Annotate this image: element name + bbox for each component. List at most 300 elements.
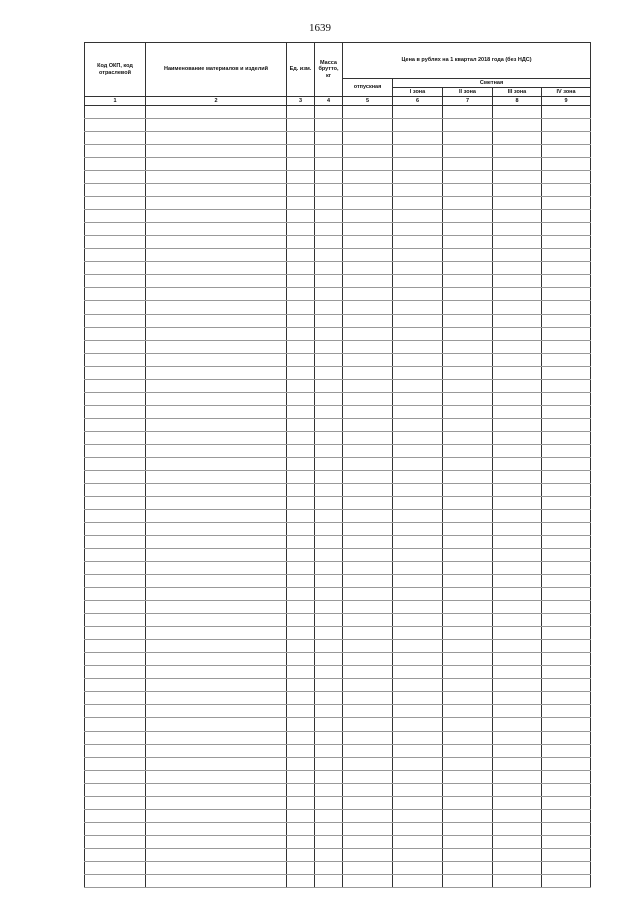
table-cell [85, 627, 146, 640]
table-row [85, 861, 591, 874]
table-cell [343, 210, 393, 223]
table-cell [146, 379, 287, 392]
table-cell [287, 392, 315, 405]
table-cell [443, 562, 493, 575]
table-cell [443, 679, 493, 692]
table-cell [493, 523, 542, 536]
table-cell [542, 353, 591, 366]
table-cell [443, 327, 493, 340]
table-row [85, 314, 591, 327]
table-cell [146, 718, 287, 731]
table-cell [85, 483, 146, 496]
table-cell [315, 549, 343, 562]
table-cell [287, 536, 315, 549]
table-cell [343, 809, 393, 822]
table-cell [85, 366, 146, 379]
table-cell [146, 783, 287, 796]
table-cell [85, 744, 146, 757]
table-cell [85, 640, 146, 653]
table-cell [393, 431, 443, 444]
table-cell [493, 744, 542, 757]
table-cell [493, 106, 542, 119]
table-cell [343, 444, 393, 457]
table-cell [287, 575, 315, 588]
table-cell [542, 184, 591, 197]
table-cell [287, 366, 315, 379]
table-cell [287, 210, 315, 223]
column-number: 7 [443, 97, 493, 106]
table-cell [443, 822, 493, 835]
table-cell [146, 249, 287, 262]
table-row [85, 418, 591, 431]
table-cell [315, 822, 343, 835]
table-cell [443, 575, 493, 588]
table-cell [542, 848, 591, 861]
table-cell [85, 314, 146, 327]
table-cell [393, 223, 443, 236]
table-cell [493, 796, 542, 809]
col-zone-4-header: IV зона [542, 88, 591, 97]
table-cell [287, 523, 315, 536]
table-cell [542, 457, 591, 470]
table-cell [493, 549, 542, 562]
table-cell [85, 418, 146, 431]
table-cell [542, 640, 591, 653]
table-cell [542, 392, 591, 405]
table-cell [287, 835, 315, 848]
table-cell [343, 509, 393, 522]
table-cell [146, 640, 287, 653]
table-cell [493, 627, 542, 640]
table-cell [146, 679, 287, 692]
table-cell [343, 653, 393, 666]
table-cell [493, 249, 542, 262]
table-cell [146, 666, 287, 679]
table-cell [542, 223, 591, 236]
table-cell [146, 340, 287, 353]
col-name-header: Наименование материалов и изделий [146, 43, 287, 97]
table-cell [493, 470, 542, 483]
table-cell [85, 405, 146, 418]
table-cell [493, 731, 542, 744]
table-cell [343, 523, 393, 536]
table-row [85, 145, 591, 158]
table-cell [393, 874, 443, 887]
table-cell [443, 210, 493, 223]
table-cell [493, 288, 542, 301]
table-cell [315, 874, 343, 887]
table-cell [393, 835, 443, 848]
table-cell [315, 457, 343, 470]
table-cell [315, 366, 343, 379]
table-cell [287, 809, 315, 822]
table-cell [542, 145, 591, 158]
table-cell [146, 145, 287, 158]
table-cell [287, 744, 315, 757]
table-row [85, 718, 591, 731]
table-cell [85, 523, 146, 536]
table-cell [443, 314, 493, 327]
table-row [85, 275, 591, 288]
table-cell [542, 679, 591, 692]
table-cell [146, 549, 287, 562]
table-cell [85, 327, 146, 340]
table-cell [493, 158, 542, 171]
table-cell [85, 861, 146, 874]
table-row [85, 509, 591, 522]
table-cell [542, 132, 591, 145]
table-cell [343, 770, 393, 783]
table-cell [287, 249, 315, 262]
table-cell [542, 197, 591, 210]
table-row [85, 653, 591, 666]
table-cell [542, 718, 591, 731]
table-cell [443, 353, 493, 366]
table-row [85, 575, 591, 588]
table-cell [493, 496, 542, 509]
table-cell [443, 509, 493, 522]
table-cell [542, 496, 591, 509]
table-cell [393, 861, 443, 874]
table-row [85, 666, 591, 679]
table-cell [287, 314, 315, 327]
column-number: 8 [493, 97, 542, 106]
table-cell [393, 575, 443, 588]
table-cell [443, 588, 493, 601]
table-cell [146, 536, 287, 549]
table-cell [443, 848, 493, 861]
table-cell [443, 496, 493, 509]
table-cell [287, 262, 315, 275]
table-cell [315, 314, 343, 327]
table-cell [393, 796, 443, 809]
table-cell [493, 692, 542, 705]
table-cell [85, 457, 146, 470]
table-cell [146, 496, 287, 509]
table-cell [443, 783, 493, 796]
table-cell [542, 562, 591, 575]
table-cell [493, 379, 542, 392]
table-cell [393, 483, 443, 496]
table-cell [393, 809, 443, 822]
table-row [85, 392, 591, 405]
table-cell [85, 874, 146, 887]
table-cell [85, 796, 146, 809]
col-release-price-header: отпускная [343, 79, 393, 97]
table-cell [85, 392, 146, 405]
table-cell [287, 236, 315, 249]
table-cell [287, 145, 315, 158]
table-cell [315, 444, 343, 457]
table-row [85, 379, 591, 392]
table-row [85, 744, 591, 757]
table-cell [443, 653, 493, 666]
table-cell [146, 705, 287, 718]
table-cell [287, 692, 315, 705]
table-cell [146, 275, 287, 288]
table-cell [315, 418, 343, 431]
table-cell [343, 744, 393, 757]
table-cell [287, 184, 315, 197]
table-cell [443, 145, 493, 158]
table-cell [287, 431, 315, 444]
table-cell [393, 523, 443, 536]
table-cell [85, 340, 146, 353]
table-cell [542, 666, 591, 679]
table-cell [85, 536, 146, 549]
table-cell [493, 848, 542, 861]
table-cell [85, 171, 146, 184]
table-cell [287, 783, 315, 796]
table-cell [287, 509, 315, 522]
table-cell [146, 301, 287, 314]
table-cell [146, 523, 287, 536]
table-cell [343, 145, 393, 158]
table-cell [393, 822, 443, 835]
table-cell [542, 627, 591, 640]
table-row [85, 809, 591, 822]
table-cell [287, 562, 315, 575]
table-cell [493, 457, 542, 470]
table-cell [542, 692, 591, 705]
table-cell [393, 379, 443, 392]
table-cell [287, 640, 315, 653]
table-cell [493, 809, 542, 822]
table-cell [146, 731, 287, 744]
table-cell [443, 444, 493, 457]
table-cell [493, 431, 542, 444]
table-cell [542, 549, 591, 562]
table-cell [542, 314, 591, 327]
table-cell [542, 731, 591, 744]
table-cell [85, 236, 146, 249]
table-row [85, 132, 591, 145]
table-cell [493, 822, 542, 835]
table-cell [343, 236, 393, 249]
table-cell [315, 796, 343, 809]
table-row [85, 822, 591, 835]
table-cell [393, 588, 443, 601]
table-cell [343, 588, 393, 601]
table-cell [146, 171, 287, 184]
table-cell [85, 692, 146, 705]
table-cell [393, 496, 443, 509]
table-cell [542, 822, 591, 835]
table-cell [443, 301, 493, 314]
table-cell [343, 405, 393, 418]
table-cell [85, 145, 146, 158]
table-cell [393, 119, 443, 132]
table-cell [287, 822, 315, 835]
table-cell [146, 575, 287, 588]
table-cell [315, 757, 343, 770]
table-cell [315, 679, 343, 692]
table-cell [287, 158, 315, 171]
table-cell [493, 184, 542, 197]
table-cell [315, 770, 343, 783]
table-cell [146, 288, 287, 301]
table-cell [443, 861, 493, 874]
table-cell [493, 783, 542, 796]
table-cell [287, 444, 315, 457]
table-cell [146, 119, 287, 132]
table-cell [493, 601, 542, 614]
table-cell [287, 483, 315, 496]
col-zone-2-header: II зона [443, 88, 493, 97]
table-cell [315, 249, 343, 262]
table-cell [146, 614, 287, 627]
table-cell [146, 236, 287, 249]
table-cell [443, 340, 493, 353]
table-cell [393, 262, 443, 275]
table-cell [146, 353, 287, 366]
table-cell [343, 536, 393, 549]
table-row [85, 223, 591, 236]
table-cell [493, 614, 542, 627]
table-cell [393, 744, 443, 757]
table-cell [287, 327, 315, 340]
table-cell [315, 692, 343, 705]
table-cell [542, 366, 591, 379]
table-cell [287, 796, 315, 809]
table-cell [315, 171, 343, 184]
table-cell [343, 119, 393, 132]
table-cell [393, 392, 443, 405]
table-cell [542, 275, 591, 288]
table-cell [393, 718, 443, 731]
table-cell [146, 405, 287, 418]
table-row [85, 262, 591, 275]
column-number: 6 [393, 97, 443, 106]
table-cell [443, 809, 493, 822]
table-cell [343, 874, 393, 887]
table-cell [315, 483, 343, 496]
table-cell [493, 483, 542, 496]
table-cell [443, 470, 493, 483]
table-cell [287, 601, 315, 614]
table-cell [542, 106, 591, 119]
table-cell [542, 431, 591, 444]
table-cell [287, 119, 315, 132]
table-cell [493, 509, 542, 522]
table-row [85, 588, 591, 601]
col-code-header: Код ОКП, код отраслевой [85, 43, 146, 97]
table-cell [493, 119, 542, 132]
table-cell [343, 418, 393, 431]
table-cell [393, 509, 443, 522]
table-cell [315, 288, 343, 301]
table-cell [146, 757, 287, 770]
table-cell [146, 509, 287, 522]
table-cell [343, 431, 393, 444]
col-mass-header: Масса брутто, кг [315, 43, 343, 97]
table-cell [315, 562, 343, 575]
table-cell [343, 796, 393, 809]
table-cell [315, 666, 343, 679]
table-cell [493, 171, 542, 184]
table-cell [393, 106, 443, 119]
table-cell [146, 692, 287, 705]
table-cell [542, 301, 591, 314]
table-cell [493, 588, 542, 601]
table-cell [287, 770, 315, 783]
table-cell [315, 640, 343, 653]
table-cell [287, 705, 315, 718]
table-row [85, 731, 591, 744]
table-cell [85, 588, 146, 601]
table-cell [542, 588, 591, 601]
table-cell [443, 601, 493, 614]
table-cell [315, 405, 343, 418]
table-cell [146, 470, 287, 483]
table-cell [146, 861, 287, 874]
table-cell [343, 327, 393, 340]
table-cell [443, 249, 493, 262]
table-cell [343, 106, 393, 119]
table-cell [85, 158, 146, 171]
table-cell [393, 366, 443, 379]
column-number: 3 [287, 97, 315, 106]
table-cell [315, 301, 343, 314]
table-row [85, 119, 591, 132]
table-cell [393, 288, 443, 301]
table-cell [443, 197, 493, 210]
table-cell [393, 275, 443, 288]
table-cell [315, 145, 343, 158]
table-cell [146, 418, 287, 431]
table-cell [493, 666, 542, 679]
table-cell [493, 770, 542, 783]
table-cell [146, 653, 287, 666]
column-number: 1 [85, 97, 146, 106]
table-cell [542, 483, 591, 496]
table-cell [287, 275, 315, 288]
table-cell [443, 431, 493, 444]
table-cell [493, 653, 542, 666]
table-row [85, 158, 591, 171]
table-cell [85, 718, 146, 731]
table-cell [85, 223, 146, 236]
estimated-price-header: Сметная [393, 79, 591, 88]
table-row [85, 757, 591, 770]
table-cell [493, 705, 542, 718]
table-cell [393, 405, 443, 418]
table-cell [393, 757, 443, 770]
table-cell [493, 210, 542, 223]
table-cell [287, 848, 315, 861]
table-cell [542, 757, 591, 770]
table-cell [287, 653, 315, 666]
table-cell [542, 874, 591, 887]
table-cell [343, 379, 393, 392]
table-row [85, 457, 591, 470]
table-cell [443, 184, 493, 197]
price-table [84, 42, 591, 888]
table-cell [542, 770, 591, 783]
table-cell [393, 640, 443, 653]
table-cell [315, 223, 343, 236]
table-cell [85, 496, 146, 509]
table-cell [315, 509, 343, 522]
table-cell [542, 288, 591, 301]
table-cell [85, 184, 146, 197]
table-cell [146, 314, 287, 327]
table-cell [315, 835, 343, 848]
table-cell [315, 575, 343, 588]
table-cell [146, 601, 287, 614]
table-cell [393, 210, 443, 223]
table-cell [287, 731, 315, 744]
